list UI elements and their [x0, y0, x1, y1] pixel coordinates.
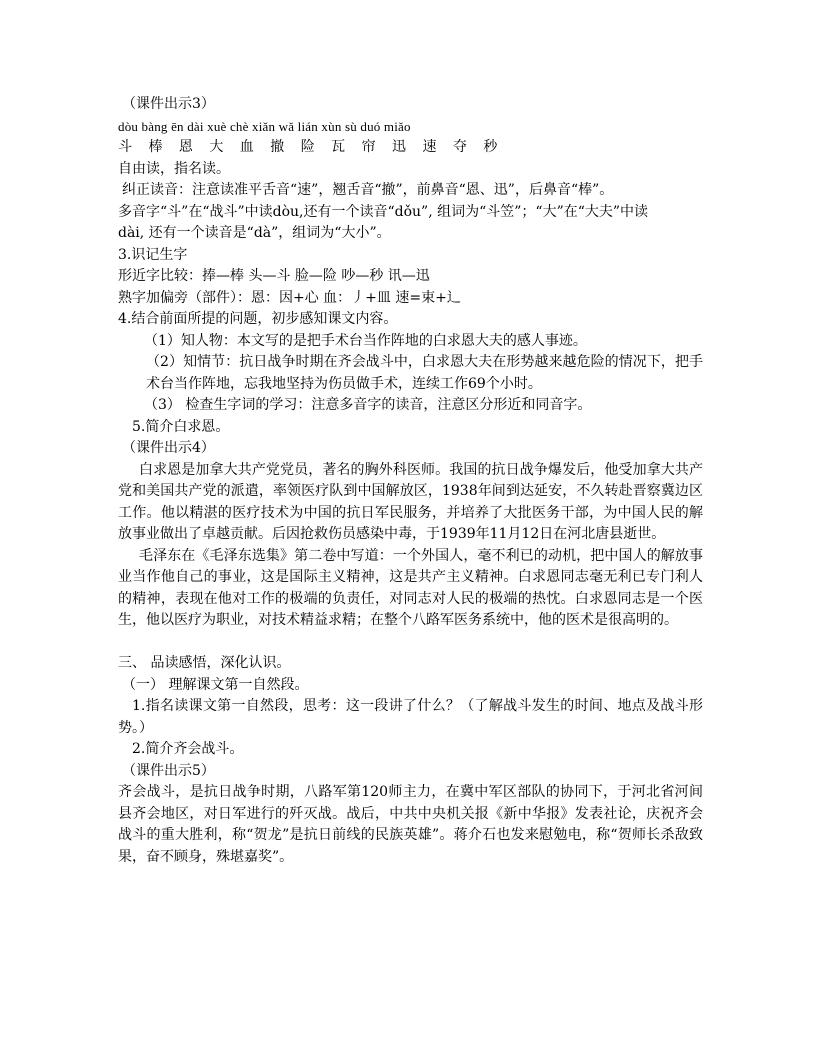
text-line-l02: dòu bàng ēn dài xuè chè xiǎn wǎ lián xùn sù duó miǎo [118, 118, 411, 134]
lesson-lines-1 [118, 94, 703, 352]
text-line-l04: 自由读，指名读。 [118, 160, 230, 177]
lesson-lines-2 [118, 395, 703, 460]
text-line-l01: （课件出示3） [122, 96, 215, 112]
text-line-n01: 三、 品读感悟，深化认识。 [118, 655, 291, 671]
text-line-l06: 多音字“斗”在“战斗”中读dòu,还有一个读音“dǒu”, 组词为“斗笠”；“大”在“大夫”中读 [118, 203, 649, 220]
text-line-l03: 斗 棒 恩 大 血 撤 险 瓦 帘 迅 速 夺 秒 [118, 139, 504, 155]
paragraph-plot: （2）知情节：抗日战争时期在齐会战斗中，白求恩大夫在形势越来越危险的情况下，把手术台当作阵地，忘我地坚持为伤员做手术，连续工作69个小时。 [146, 354, 703, 392]
text-line-l10: 熟字加偏旁（部件）：恩：因+心 血：丿+皿 速=束+辶 [118, 289, 461, 306]
text-line-p02: （课件出示5） [122, 762, 215, 779]
lesson-lines-3 [118, 653, 703, 696]
text-line-l09: 形近字比较：捧—棒 头—斗 脸—险 吵—秒 讯—迅 [118, 268, 430, 284]
paragraph-question: 1.指名读课文第一自然段，思考：这一段讲了什么？（了解战斗发生的时间、地点及战斗形势。） [118, 698, 703, 736]
paragraph-bethune-intro: 白求恩是加拿大共产党党员，著名的胸外科医师。我国的抗日战争爆发后，他受加拿大共产党和美国共产党的派遣，率领医疗队到中国解放区，1938年间到达延安，不久转赴晋察冀边区工作。他以精湛的医疗技术为中国的抗日军民服务，并培养了大批医务干部，为中国人民的解放事业做出了卓越贡献。后因抢救伤员感染中毒，于1939年11月12日在河北唐县逝世。 [118, 461, 703, 542]
text-line-l07: dài, 还有一个读音是“dà”，组词为“大小”。 [118, 225, 391, 241]
text-line-p01: 2.简介齐会战斗。 [132, 741, 244, 757]
text-line-l12: （1）知人物：本文写的是把手术台当作阵地的白求恩大夫的感人事迹。 [144, 332, 587, 349]
text-line-m03: （课件出示4） [122, 440, 215, 456]
text-line-l05: 纠正读音：注意读准平舌音“速”，翘舌音“撤”，前鼻音“恩、迅”，后鼻音“棒”。 [122, 182, 614, 198]
blank-line [118, 632, 703, 654]
paragraph-mao-quote: 毛泽东在《毛泽东选集》第二卷中写道：一个外国人，毫不利已的动机，把中国人的解放事业当作他自己的事业，这是国际主义精神，这是共产主义精神。白求恩同志毫无利已专门利人的精神，表现在他对工作的极端的负责任，对同志对人民的极端的热忱。白求恩同志是一个医生，他以医疗为职业，对技术精益求精；在整个八路军医务系统中，他的医术是很高明的。 [118, 547, 703, 628]
paragraph-qihui-battle: 齐会战斗，是抗日战争时期，八路军第120师主力，在冀中军区部队的协同下，于河北省河间县齐会地区，对日军进行的歼灭战。战后，中共中央机关报《新中华报》发表社论，庆祝齐会战斗的重大胜利，称“贺龙”是抗日前线的民族英雄”。蒋介石也发来慰勉电，称“贺师长杀敌致果，奋不顾身，殊堪嘉奖”。 [118, 784, 703, 865]
text-line-l11: 4.结合前面所提的问题，初步感知课文内容。 [118, 311, 398, 327]
text-line-n02: （一） 理解课文第一自然段。 [122, 676, 309, 693]
lesson-lines-4 [118, 739, 703, 782]
text-line-m02: 5.简介白求恩。 [132, 418, 230, 435]
text-line-m01: （3） 检查生字词的学习：注意多音字的读音，注意区分形近和同音字。 [144, 397, 592, 413]
document-body [118, 94, 703, 868]
text-line-l08: 3.识记生字 [118, 246, 188, 263]
